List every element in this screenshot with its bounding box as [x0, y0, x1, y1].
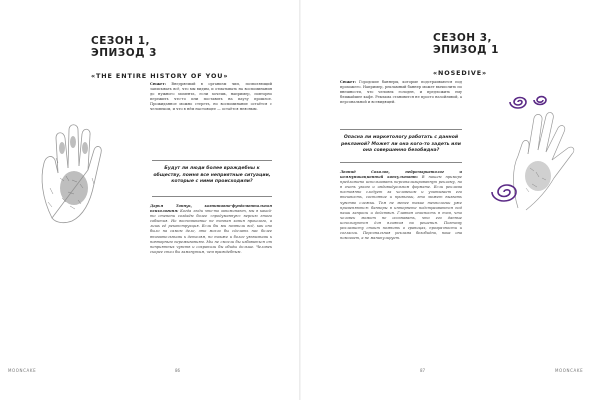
right-pull-quote: Опасна ли маркетологу работать с данной рекламой? Может ли она кого-то задеть или она совершенно безобидна? [341, 135, 461, 154]
left-season-label: СЕЗОН 1, [91, 35, 151, 47]
page-gutter [299, 0, 301, 400]
left-quote-rule-top [152, 160, 272, 161]
right-footer-brand: MOONCAKE [555, 368, 584, 373]
right-episode-header [433, 32, 499, 77]
left-footer-brand: MOONCAKE [8, 368, 37, 373]
right-plot-column [340, 80, 462, 105]
right-quote-rule-bottom [340, 162, 462, 163]
right-answer-column [340, 170, 462, 241]
right-plot-text: Городские баннеры, которые подстраиваются под прохожего. Например, рекламный баннер может вычислить по внешности, что человек голоден, и предложить ему ближайшее кафе. Реклама становится не просто назойливой, а персональной и всевидящей. [340, 80, 462, 105]
left-plot-column [150, 82, 272, 113]
left-answer-column [150, 204, 272, 255]
left-plot-label: Сюжет: [150, 82, 167, 86]
left-episode-title: «THE ENTIRE HISTORY OF YOU» [91, 72, 229, 80]
right-episode-label: ЭПИЗОД 1 [433, 44, 499, 56]
open-hand-illustration [22, 118, 127, 228]
right-answer-name: Леонид Соколов, нейромаркетолог и коммуникационный консультант: [340, 170, 462, 180]
right-season-label: СЕЗОН 3, [433, 32, 493, 44]
left-quote-rule-bottom [152, 196, 272, 197]
left-plot-text: Внедряемый в организм чип, позволяющий записывать всё, что мы видим, и отматывать на воспоминания до нужного момента, если хочешь, например, повторно пережить что-то или поставить на паузу прошлое. Прожиданное можно стереть, но воспоминание остаётся с человеком, и что в нём настоящее — остаётся неясным. [150, 82, 272, 112]
left-episode-label: ЭПИЗОД 3 [91, 47, 157, 59]
hand-with-spirals-illustration [478, 88, 588, 218]
right-page-number: 87 [420, 368, 426, 373]
left-page-number: 86 [175, 368, 181, 373]
left-episode-header [91, 35, 228, 80]
left-answer-name: Дарья Тоннук, когнитивно-фундаментальная психологиня: [150, 204, 272, 214]
left-answer-text: Когда люди что-то запоминают, мы в какой-то степени создаём более «продуманную» версию этого события. Но воспоминание не точная копия прошлого, а лишь её реконструкция. Если бы мы помнили всё, как оно было на самом деле, это могло бы сделать нас более внимательными к деталям, но также и более уязвимыми к повторным переживаниям. Мы не смогли бы избавиться от неприятных чувств и сохранили бы обиды дольше. Человек скорее стал бы замкнутым, чем враждебным. [150, 209, 272, 254]
right-episode-title: «NOSEDIVE» [433, 69, 487, 77]
right-plot-label: Сюжет: [340, 80, 357, 84]
left-pull-quote: Будут ли люди более враждебны к обществу, помня все неприятные ситуации, которые с ними происходили? [153, 166, 271, 185]
right-quote-rule-top [340, 129, 462, 130]
right-answer-text: В нашем примере предложено использовать персонализированную рекламу, но в очень узком и индивидуальном формате. Если реклама постоянно следует за человеком и учитывает его внешность, состояние и привычки, это может вызвать чувство слежки. Тем не менее такие технологии уже применяются: баннеры в интернете подстраиваются под наши запросы и действия. Главная опасность в том, что человек может не осознавать, что его данные используются для влияния на решения. Поэтому рекламисту стоит помнить о границах, прозрачности и согласии. Персональная реклама безобидна, пока она помогает, а не манипулирует. [340, 175, 462, 241]
